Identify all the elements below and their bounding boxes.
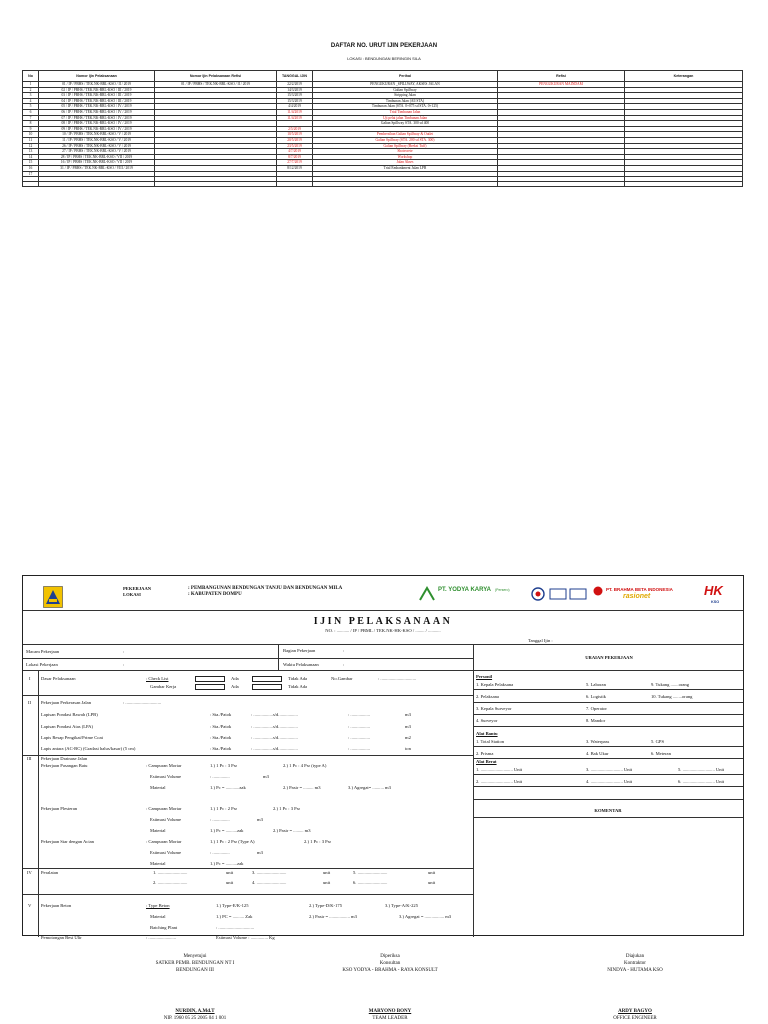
row-tanggal: 11/4/2019 xyxy=(277,115,313,121)
row-no: 10 xyxy=(23,132,39,138)
col-keterangan: Keterangan xyxy=(625,71,743,82)
row-no: 14 xyxy=(23,154,39,160)
alat-berat-item: 5. ............................ Unit xyxy=(678,767,725,772)
row-no: 17 xyxy=(23,171,39,177)
row-tanggal xyxy=(277,182,313,187)
material-agregat: 3.) Agregat= .......... m3 xyxy=(348,785,391,790)
perkerasan-value: : ............................... xyxy=(123,700,162,705)
alat-berat-heading: Alat Berat xyxy=(476,759,497,764)
type-beton-option: 2.) Type-D/K-175 xyxy=(309,903,343,908)
signatory-name: ARDY BAGYO xyxy=(618,1009,652,1014)
row-perihal: Shotecrete xyxy=(313,149,498,155)
row-no: 1 xyxy=(23,82,39,88)
ijin-pelaksanaan-form xyxy=(22,575,744,940)
col-nomor-refisi: Nomor Ijin Pelaksanaan Refisi xyxy=(155,71,277,82)
ada-label: Ada xyxy=(231,684,239,689)
col-tanggal: TANGGAL IJIN xyxy=(277,71,313,82)
footer-line: SATKER PEMB. BENDUNGAN NT I xyxy=(155,961,235,966)
signatory-role: TEAM LEADER xyxy=(372,1016,408,1021)
alat-berat-item: 2. ............................ Unit xyxy=(476,779,523,784)
volume-value: : ................. xyxy=(348,746,370,751)
personil-item: 10. Tukang ........orang xyxy=(651,694,693,699)
pasangan-batu-label: Pekerjaan Pasangan Batu xyxy=(41,763,88,768)
unit-label: m3 xyxy=(405,724,411,729)
besi-ulir-label: Pemotongan Besi Ulir xyxy=(41,935,82,940)
row-tanggal: 15/3/2019 xyxy=(277,98,313,104)
pekerjaan-value: : PEMBANGUNAN BENDUNGAN TANJU DAN BENDUNGAN MILA xyxy=(188,586,343,591)
col-perihal: Perihal xyxy=(313,71,498,82)
estimasi-volume-value: : ............... xyxy=(210,817,230,822)
row-keterangan xyxy=(625,182,743,187)
row-nomor-ijin: 11 / IP / PBHS / TEK.NK-BRL-KSO / V / 2019 xyxy=(39,137,155,143)
volume-value: : ................. xyxy=(348,724,370,729)
footer-line: Menyetujui xyxy=(183,954,207,959)
volume-value: : ................. xyxy=(348,712,370,717)
no-gambar-label: No.Gambar xyxy=(331,676,353,681)
row-tanggal: 14/3/2019 xyxy=(277,87,313,93)
material-label: Material xyxy=(150,861,166,866)
row-no: 7 xyxy=(23,115,39,121)
tanggal-ijin: Tanggal Ijin : xyxy=(528,638,553,643)
macam-pekerjaan-label: Macam Pekerjaan xyxy=(26,649,60,654)
checklist-ada-box[interactable] xyxy=(195,676,225,682)
besi-ulir-estimasi: Estimasi Volume : ............... Kg xyxy=(216,935,275,940)
siar-acian-label: Pekerjaan Siar dengan Acian xyxy=(41,839,94,844)
unit-label: unit xyxy=(428,880,436,885)
beton-label: Pekerjaan Beton xyxy=(41,903,72,908)
row-nomor-ijin: 07 / IP / PBHS / TEK.NK-BRL-KSO / IV / 2019 xyxy=(39,115,155,121)
register-title: DAFTAR NO. URUT IJIN PEKERJAAN xyxy=(330,43,438,49)
personil-item: 6. Logistik xyxy=(586,694,606,699)
row-nomor-ijin: 05 / IP / PBHS / TEK.NK-BRL-KSO / IV / 2019 xyxy=(39,104,155,110)
material-pc: 1.) PC = .......... Zak xyxy=(216,914,253,919)
footer-line: KSO YODYA - BRAHMA - RAYA KONSULT xyxy=(342,968,438,973)
estimasi-volume-label: Estimasi Volume xyxy=(150,774,182,779)
unit-label: m2 xyxy=(405,735,411,740)
peralatan-item: 4. .......................... xyxy=(252,880,287,885)
roman-iv: IV xyxy=(27,870,32,875)
personil-item: 8. Mandor xyxy=(586,718,606,723)
plesteran-label: Pekerjaan Plesteran xyxy=(41,806,78,811)
material-pasir: 2.) Pasir = .................. m3 xyxy=(309,914,357,919)
alat-bantu-item: 4. Bak Ukur xyxy=(586,751,609,756)
row-perihal: Stripping Jalan xyxy=(313,93,498,99)
sta-label: : Sta./Patok xyxy=(210,735,232,740)
row-no: 6 xyxy=(23,109,39,115)
unit-label: m3 xyxy=(405,712,411,717)
peralatan-item: 2. .......................... xyxy=(153,880,188,885)
row-nomor-ijin: 26 / IP / PBHS / TEK.NK-BRL-KSO / V / 2019 xyxy=(39,143,155,149)
row-nomor-ijin: 10 / IP / PBHS / TEK.NK-BRL-KSO / V / 2019 xyxy=(39,132,155,138)
row-no: 4 xyxy=(23,98,39,104)
material-pasir: 2.) Pasir = ......... m3 xyxy=(283,785,321,790)
personil-item: 7. Operator xyxy=(586,706,607,711)
row-perihal: Galian Spillway (STA. 200 sd STA. 300) xyxy=(313,137,498,143)
col-nomor-ijin: Nomor Ijin Pelaksanaan xyxy=(39,71,155,82)
peralatan-item: 1. .......................... xyxy=(153,870,188,875)
colon: : xyxy=(123,649,125,654)
lokasi-value: : KABUPATEN DOMPU xyxy=(188,592,242,597)
batching-plant-value: : ............................... xyxy=(216,925,255,930)
dasar-pelaksanaan-label: Dasar Pelaksanaan xyxy=(41,676,76,681)
row-perihal: Galian Spillway STA. 300 sd 400 xyxy=(313,121,498,127)
register-location: LOKASI : BENDUNGAN BERINGIN SILA xyxy=(347,56,421,61)
row-perihal: Jalan Akses xyxy=(313,160,498,166)
signatory-1 xyxy=(80,1008,310,1022)
logo-kso: KSO xyxy=(711,600,720,604)
uraian-pekerjaan-heading: URAIAN PEKERJAAN xyxy=(585,655,633,660)
sta-label: : Sta./Patok xyxy=(210,712,232,717)
drainase-label: Pekerjaan Drainase Jalan xyxy=(41,756,88,761)
colon: : xyxy=(123,662,125,667)
row-tanggal: 22/2/2019 xyxy=(277,82,313,88)
type-beton-label: : Type Beton xyxy=(146,903,170,908)
alat-bantu-item: 3. Waterpass xyxy=(586,739,610,744)
colon: : xyxy=(343,662,345,667)
signature-diajukan xyxy=(550,953,720,974)
campuran-mortar-label: : Campuran Mortar xyxy=(146,763,182,768)
row-nomor-refisi: 01 / IP / PBHS / TEK.NK-BRL-KSO / II / 2019 xyxy=(155,82,277,88)
col-no: No xyxy=(23,71,39,82)
alat-bantu-item: 5. GPS xyxy=(651,739,665,744)
personil-item: 1. Kepala Pelaksana xyxy=(476,682,514,687)
mix-option: 1.) 1 Pc : 2 Psr xyxy=(210,806,238,811)
row-tanggal: 27/7/2019 xyxy=(277,160,313,166)
row-perihal: Trial Embankment Jalan LPB xyxy=(313,165,498,171)
footer-line: Diperiksa xyxy=(380,954,400,959)
row-nomor-ijin: 27 / IP / PBHS / TEK.NK-BRL-KSO / V / 2019 xyxy=(39,149,155,155)
check-list-label: : Check List xyxy=(146,676,169,681)
tidak-ada-label: Tidak Ada xyxy=(288,676,308,681)
partner-badges-icon xyxy=(530,586,590,602)
logo-hk: HK xyxy=(704,583,723,598)
roman-iii: III xyxy=(27,756,32,761)
komentar-heading: KOMENTAR xyxy=(594,808,622,813)
row-no: 12 xyxy=(23,143,39,149)
lokasi-pekerjaan-label: Lokasi Pekerjaan xyxy=(26,662,58,667)
peralatan-item: 6. .......................... xyxy=(353,880,388,885)
yodya-karya-logo-icon xyxy=(418,586,436,602)
type-beton-option: 3.) Type-A/K-225 xyxy=(385,903,419,908)
logo-yodya-karya: PT. YODYA KARYA xyxy=(438,587,492,593)
personil-item: 5. Laboran xyxy=(586,682,606,687)
peralatan-label: Peralatan xyxy=(41,870,59,875)
row-no: 16 xyxy=(23,165,39,171)
material-label: Material xyxy=(150,914,166,919)
row-nomor-ijin: 06 / IP / PBHS / TEK.NK-BRL-KSO / IV / 2019 xyxy=(39,109,155,115)
peralatan-item: 5. .......................... xyxy=(353,870,388,875)
sta-label: : Sta./Patok xyxy=(210,746,232,751)
signatory-role: OFFICE ENGINEER xyxy=(613,1016,657,1021)
unit-label: unit xyxy=(323,870,331,875)
alat-bantu-item: 1. Total Station xyxy=(476,739,505,744)
sta-label: : Sta./Patok xyxy=(210,724,232,729)
row-tanggal: 20/5/2019 xyxy=(277,137,313,143)
personil-item: 9. Tukang .......orang xyxy=(651,682,690,687)
row-tanggal: 11/4/2019 xyxy=(277,109,313,115)
table-row xyxy=(23,182,743,187)
checklist-tidak-ada-box[interactable] xyxy=(252,676,282,682)
roman-ii: II xyxy=(28,700,32,705)
alat-berat-item: 3. ............................ Unit xyxy=(586,767,633,772)
personil-item: 4. Surveyor xyxy=(476,718,498,723)
logo-brahma-beta: PT. BRAHMA BETA INDONESIA xyxy=(606,587,673,592)
colon: : xyxy=(343,648,345,653)
material-pc: 1.) Pc = ..........zak xyxy=(210,861,244,866)
row-perihal: Pembersihan Galian Spillway & Outlet xyxy=(313,132,498,138)
mix-option: 2.) 1 Pc : 3 Psr xyxy=(273,806,301,811)
estimasi-volume-label: Estimasi Volume xyxy=(150,850,182,855)
material-label: Material xyxy=(150,828,166,833)
peralatan-item: 3. .......................... xyxy=(252,870,287,875)
estimasi-volume-value: : ............... xyxy=(210,850,230,855)
campuran-mortar-label: : Campuran Mortar xyxy=(146,839,182,844)
footer-line: Konsultan xyxy=(379,961,401,966)
unit-label: m3 xyxy=(257,817,263,822)
register-table xyxy=(22,70,743,187)
bagian-pekerjaan-label: Bagian Pekerjaan xyxy=(283,648,316,653)
row-no: 8 xyxy=(23,121,39,127)
row-perihal: PENGUKURAN _SPILLWAY, AKSES JALAN xyxy=(313,82,498,88)
footer-line: NINDYA - HUTAMA KSO xyxy=(607,968,663,973)
unit-label: ton xyxy=(405,746,411,751)
gambar-ada-box[interactable] xyxy=(195,684,225,690)
form-number: NO. : ........... / IP / PBML / TEK.NK-HK-KSO / ........ / ........... xyxy=(325,628,441,633)
row-no xyxy=(23,182,39,187)
mix-option: 2.) 1 Pc : 4 Psr (type A) xyxy=(283,763,327,768)
unit-label: unit xyxy=(226,870,234,875)
col-refisi: Refisi xyxy=(498,71,625,82)
row-no: 13 xyxy=(23,149,39,155)
gambar-kerja-label: Gambar Kerja xyxy=(150,684,177,689)
estimasi-volume-label: Estimasi Volume xyxy=(150,817,182,822)
lapisan-lpb: Lapisan Pondasi Bawah (LPB) xyxy=(41,712,98,717)
roman-i: I xyxy=(29,676,31,681)
unit-label: unit xyxy=(428,870,436,875)
row-tanggal: 4/4/2019 xyxy=(277,104,313,110)
sta-value: : .................s/d................. xyxy=(251,746,298,751)
row-nomor-ijin: 08 / IP / PBHS / TEK.NK-BRL-KSO / IV / 2019 xyxy=(39,121,155,127)
brahma-logo-icon xyxy=(593,586,603,596)
material-pasir: 2.) Pasir = ......... m3 xyxy=(273,828,311,833)
alat-berat-item: 1. ............................ Unit xyxy=(476,767,523,772)
material-agregat: 3.) Agregat = ................. m3 xyxy=(399,914,452,919)
row-nomor-ijin: 28 / IP / PBHS / TEK.NK-BRL-KSO / VII / 2019 xyxy=(39,154,155,160)
unit-label: m3 xyxy=(257,850,263,855)
row-refisi: PENGUKURAN MAINDAM xyxy=(498,82,625,88)
no-gambar-value: : ............................... xyxy=(378,676,417,681)
form-title: IJIN PELAKSANAAN xyxy=(313,616,453,627)
signatory-name: MARYONO BONY xyxy=(368,1009,412,1014)
ada-label: Ada xyxy=(231,676,239,681)
sta-value: : .................s/d................. xyxy=(251,724,298,729)
signatory-name: NURDIN, A.Md.T xyxy=(175,1009,215,1014)
pekerjaan-label: PEKERJAAN xyxy=(123,586,152,591)
personil-item: 3. Kepala Surveyor xyxy=(476,706,512,711)
row-no: 3 xyxy=(23,93,39,99)
register-header-row xyxy=(23,71,743,82)
signature-menyetujui xyxy=(80,953,310,974)
tidak-ada-label: Tidak Ada xyxy=(288,684,308,689)
footer-line: Diajukan xyxy=(625,954,645,959)
lapisan-prime-coat: Lapis Resap Pengikat/Prime Coat xyxy=(41,735,103,740)
signatory-3 xyxy=(550,1008,720,1022)
row-no: 15 xyxy=(23,160,39,166)
row-nomor-ijin: 16 / IP / PBHS / TEK.NK-BRL-KSO / VII / 2019 xyxy=(39,160,155,166)
unit-label: unit xyxy=(226,880,234,885)
besi-ulir-value: : ........................ xyxy=(146,935,176,940)
batching-plant-label: Batching Plant xyxy=(150,925,178,930)
alat-bantu-item: 6. Meteran xyxy=(651,751,671,756)
logo-rasionet: rasionet xyxy=(623,593,651,600)
row-refisi xyxy=(498,182,625,187)
roman-v: V xyxy=(28,903,32,908)
row-nomor-ijin: 09 / IP / PBHS / TEK.NK-BRL-KSO / IV / 2019 xyxy=(39,126,155,132)
row-no: 9 xyxy=(23,126,39,132)
lapisan-lpa: Lapisan Pondasi Atas (LPA) xyxy=(41,724,94,729)
sta-value: : .................s/d................. xyxy=(251,735,298,740)
unit-label: m3 xyxy=(263,774,269,779)
row-nomor-ijin xyxy=(39,182,155,187)
row-no: 5 xyxy=(23,104,39,110)
lokasi-label: LOKASI xyxy=(123,592,141,597)
row-nomor-ijin: 31 / IP / PBHS / TEK.NK-BRL-KSO / VIII / 2019 xyxy=(39,165,155,171)
lapisan-ac-bc: Lapis antara (AC-BC) (Gradasi halus/kasar) (5 cm) xyxy=(41,746,136,751)
row-no: 11 xyxy=(23,137,39,143)
signatory-2 xyxy=(280,1008,500,1022)
row-tanggal: 8/12/2019 xyxy=(277,165,313,171)
sta-value: : .................s/d................. xyxy=(251,712,298,717)
alat-berat-item: 6. ............................ Unit xyxy=(678,779,725,784)
logo-yodya-karya-tag: (Persero) xyxy=(495,588,510,592)
alat-bantu-heading: Alat Bantu xyxy=(476,731,498,736)
signature-diperiksa xyxy=(280,953,500,974)
personil-item: 2. Pelaksana xyxy=(476,694,499,699)
row-tanggal: 15/3/2019 xyxy=(277,93,313,99)
row-perihal: Uji pelat jalan Timbunan Jalan xyxy=(313,115,498,121)
personil-heading: Personil xyxy=(476,674,493,679)
waktu-pelaksanaan-label: Waktu Pelaksanaan xyxy=(283,662,319,667)
row-nomor-refisi xyxy=(155,182,277,187)
row-tanggal: 8/7/2019 xyxy=(277,154,313,160)
row-nomor-ijin: 04 / IP / PBHS / TEK.NK-BRL-KSO / III / 2019 xyxy=(39,98,155,104)
row-perihal: Galian Spillway xyxy=(313,87,498,93)
divider xyxy=(23,610,743,611)
campuran-mortar-label: : Campuran Mortar xyxy=(146,806,182,811)
volume-value: : ................. xyxy=(348,735,370,740)
row-tanggal: 2/5/2019 xyxy=(277,126,313,132)
type-beton-option: 1.) Type-E/K-125 xyxy=(216,903,249,908)
gambar-tidak-ada-box[interactable] xyxy=(252,684,282,690)
material-label: Material xyxy=(150,785,166,790)
material-pc: 1.) Pc = ..........zak xyxy=(210,828,244,833)
row-tanggal: 23/5/2019 xyxy=(277,143,313,149)
mix-option: 1.) 1 Pc : 3 Psr xyxy=(210,763,238,768)
row-perihal: Galian Spillway (Breksi Tuff) xyxy=(313,143,498,149)
row-perihal: Trial Timbunan Jalan xyxy=(313,109,498,115)
row-perihal: Timbunan Jalan (STA. 0+075 sd STA. 0+125) xyxy=(313,104,498,110)
estimasi-volume-value: : ............... xyxy=(210,774,230,779)
row-no: 2 xyxy=(23,87,39,93)
row-perihal xyxy=(313,182,498,187)
perkerasan-label: Pekerjaan Perkerasan Jalan xyxy=(41,700,91,705)
row-nomor-ijin: 03 / IP / PBHS / TEK.NK-BRL-KSO / III / 2019 xyxy=(39,93,155,99)
row-nomor-ijin: 01 / IP / PBHS / TEK.NK-BRL-KSO / II / 2019 xyxy=(39,82,155,88)
footer-line: BENDUNGAN III xyxy=(176,968,214,973)
row-nomor-ijin: 02 / IP / PBHS / TEK.NK-BRL-KSO / III / 2019 xyxy=(39,87,155,93)
alat-bantu-item: 2. Prisma xyxy=(476,751,494,756)
unit-label: unit xyxy=(323,880,331,885)
signatory-role: NIP. 1960 05 25 2005 04 1 001 xyxy=(163,1016,227,1021)
row-perihal: Timbunan Jalan (All STA) xyxy=(313,98,498,104)
footer-line: Kontraktor xyxy=(624,961,646,966)
mix-option: 2.) 1 Pc : 3 Psr xyxy=(304,839,332,844)
row-tanggal: 4/7/2019 xyxy=(277,149,313,155)
material-pc: 1.) Pc = ............zak xyxy=(210,785,246,790)
row-perihal: Workshop xyxy=(313,154,498,160)
mix-option: 1.) 1 Pc : 2 Psr (Type A) xyxy=(210,839,255,844)
alat-berat-item: 4. ............................ Unit xyxy=(586,779,633,784)
row-tanggal: 10/5/2019 xyxy=(277,132,313,138)
pu-logo-icon xyxy=(43,586,63,608)
